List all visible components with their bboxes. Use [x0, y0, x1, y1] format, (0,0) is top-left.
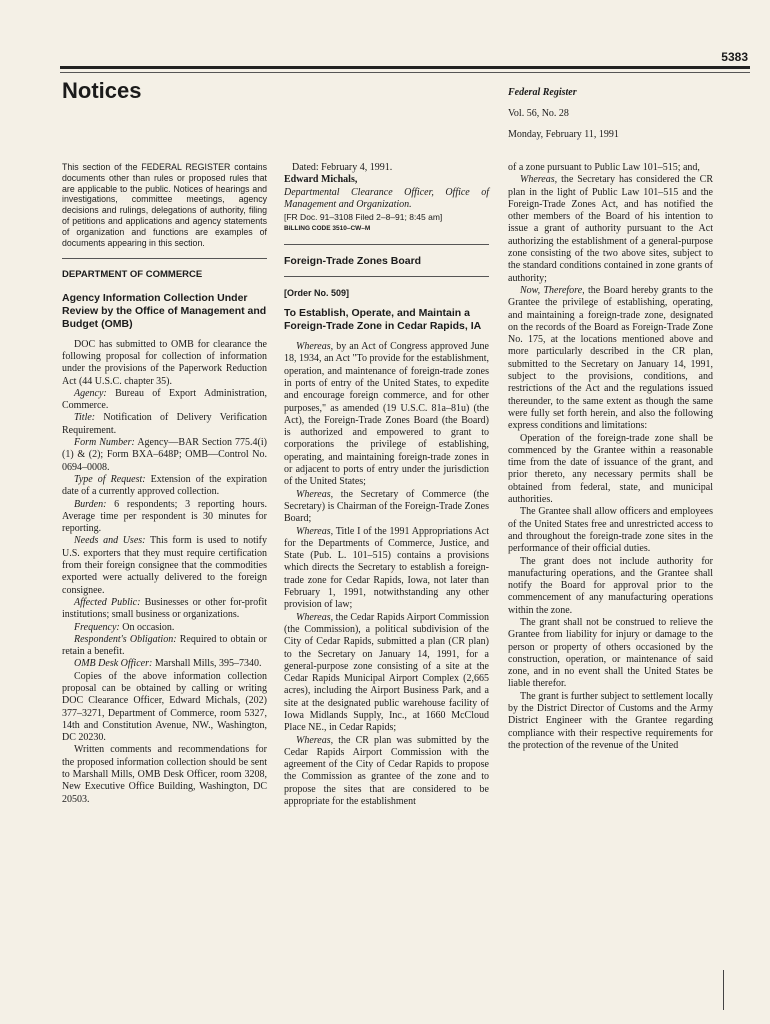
page-number: 5383 [721, 50, 748, 64]
whereas-text: the Secretary of Commerce (the Secretary) is Chairman of the Foreign-Trade Zones Board; [284, 488, 489, 525]
column-3 [508, 162, 713, 752]
column-2 [284, 162, 489, 808]
notice-heading: Agency Information Collection Under Review by the Office of Management and Budget (OMB) [62, 291, 267, 330]
field-value: On occasion. [119, 621, 175, 633]
publication-name: Federal Register [508, 87, 577, 98]
whereas-text: the CR plan was submitted by the Cedar Rapids Airport Commission with the agreement of the City of Cedar Rapids to propose the Commission as grantee of the zone and to propose the sites that are considered to be appropriate for the establishment [284, 734, 489, 808]
fr-doc-line: [FR Doc. 91–3108 Filed 2–8–91; 8:45 am] [284, 212, 443, 223]
whereas-text: the Secretary has considered the CR plan in the light of Public Law 101–515 and the Foreign-Trade Zones Act, and has notified the other members of the Board of his intention to issue a grant of authority pursuant to the Act authorizing the establishment of a general-purpose zone consisting of the two above sites, subject to the standard conditions contained in zone grants of authority; [508, 174, 713, 284]
billing-code: BILLING CODE 3510–CW–M [284, 225, 371, 233]
whereas-paragraph [284, 526, 489, 612]
whereas-label: Whereas, [296, 734, 334, 746]
paragraph: DOC has submitted to OMB for clearance the following proposal for collection of information under the provisions of the Paperwork Reduction Act (44 U.S.C. chapter 35). [62, 338, 267, 387]
burden-field [62, 499, 267, 536]
field-label: Burden: [74, 498, 107, 510]
paragraph: Copies of the above information collection proposal can be obtained by calling or writing DOC Clearance Officer, Edward Michals, (202) 377–3271, Department of Commerce, room 5327, 14th and Constitution Avenue, NW., Washington, DC 20230. [62, 670, 267, 744]
field-value: 6 respondents; 3 reporting hours. Average time per respondent is 30 minutes for reporting. [62, 498, 267, 535]
order-number: [Order No. 509] [284, 287, 350, 298]
whereas-paragraph [508, 174, 713, 285]
paragraph: The grant is further subject to settlement locally by the District Director of Customs and the Army District Engineer with the Grantee regarding compliance with their respective requirements for the protection of the revenue of the United [508, 690, 713, 751]
notice-subheading: To Establish, Operate, and Maintain a Foreign-Trade Zone in Cedar Rapids, IA [284, 307, 482, 333]
header-rule-thin [60, 72, 750, 73]
field-label: Respondent's Obligation: [74, 633, 177, 645]
margin-mark [723, 970, 724, 1010]
whereas-label: Whereas, [296, 525, 334, 537]
notice-heading: Foreign-Trade Zones Board [284, 254, 422, 267]
whereas-label: Whereas, [296, 341, 334, 353]
agency-field [62, 388, 267, 413]
whereas-paragraph [284, 612, 489, 735]
divider [284, 244, 489, 245]
paragraph: Operation of the foreign-trade zone shall be commenced by the Grantee within a reasonable time from the date of issuance of the grant, and prior thereto, any necessary permits shall be obtained from federal, state, and municipal authorities. [508, 432, 713, 506]
whereas-label: Whereas, [296, 488, 334, 500]
field-label: Agency: [74, 387, 107, 399]
field-label: Needs and Uses: [74, 535, 146, 547]
paragraph: Written comments and recommendations for the proposed information collection should be sent to Marshall Mills, OMB Desk Officer, room 3208, New Executive Office Building, Washington, DC 20503. [62, 744, 267, 805]
omb-officer-field [62, 658, 267, 670]
field-value: Required to obtain or retain a benefit. [62, 633, 267, 658]
field-value: Marshall Mills, 395–7340. [152, 658, 262, 670]
now-therefore-text: the Board hereby grants to the Grantee the privilege of establishing, operating, and maintaining a foreign-trade zone, designated on the records of the Board as Foreign-Trade Zone No. 175, at the locations mentioned above and more particularly described in the CR plan, submitted to the Secretary on January 14, 1991, subject to the provisions, conditions, and restrictions of the Act and the regulations issued thereunder, to the same extent as though the same were fully set forth herein, and also the following express conditions and limitations: [508, 284, 713, 432]
dated-line: Dated: February 4, 1991. [292, 162, 393, 173]
agency-name: DEPARTMENT OF COMMERCE [62, 269, 203, 281]
publication-info [508, 82, 619, 145]
paragraph: of a zone pursuant to Public Law 101–515; and, [508, 162, 700, 173]
whereas-text: by an Act of Congress approved June 18, 1934, an Act "To provide for the establishment, operation, and maintenance of foreign-trade zones in ports of entry of the United States, to expedite and encourage foreign commerce, and for other purposes," as amended (19 U.S.C. 81a–81u) (the Act), the Foreign-Trade Zones Board (the Board) is authorized and empowered to grant to corporations the privilege of establishing, operating, and maintaining foreign-trade zones in or adjacent to ports of entry under the jurisdiction of the United States; [284, 341, 489, 488]
frequency-field [62, 622, 267, 634]
public-field [62, 597, 267, 622]
field-label: Form Number: [74, 437, 135, 449]
field-value: Extension of the expiration date of a currently approved collection. [62, 473, 267, 498]
title-field [62, 412, 267, 437]
field-label: Frequency: [74, 621, 120, 633]
field-value: Agency—BAR Section 775.4(i) (1) & (2); Form BXA–648P; OMB—Control No. 0694–0008. [62, 437, 267, 473]
whereas-text: Title I of the 1991 Appropriations Act for the Departments of Commerce, Justice, and State (Pub. L. 101–515) contains a provisions which directs the Secretary to establish a foreign-trade zone for Cedar Rapids, Iowa, not later than February 1, 1991, notwithstanding any other provision of law; [284, 525, 489, 611]
field-label: Title: [74, 412, 96, 424]
paragraph: The Grantee shall allow officers and employees of the United States free and unrestricted access to and throughout the foreign-trade zone sites in the performance of their official duties. [508, 506, 713, 555]
paragraph: The grant shall not be construed to relieve the Grantee from liability for injury or damage to the person or property of others occasioned by the construction, operation, or maintenance of said zone, and in no event shall the United States be liable therefor. [508, 616, 713, 690]
field-label: Affected Public: [74, 596, 141, 608]
now-therefore-paragraph [508, 285, 713, 433]
field-value: Bureau of Export Administration, Commerce. [62, 387, 267, 412]
paragraph: The grant does not include authority for manufacturing operations, and the Grantee shall notify the Board for approval prior to the commencement of any manufacturing operations within the zone. [508, 555, 713, 616]
form-number-field [62, 437, 267, 474]
whereas-text: the Cedar Rapids Airport Commission (the Commission), a political subdivision of the City of Cedar Rapids, submitted a plan (CR plan) to the Secretary on January 14, 1991, for a general-purpose zone consisting of a site at the Cedar Rapids Municipal Airport Complex (2,665 acres), including the Airport Business Park, and a site at the designated public warehouse facility of Iowa Midlands Supply, Inc., at 1660 McCloud Place NE., in Cedar Rapids; [284, 611, 489, 734]
field-label: OMB Desk Officer: [74, 658, 153, 670]
needs-field [62, 535, 267, 596]
signer-title: Departmental Clearance Officer, Office of Management and Organization. [284, 186, 489, 210]
header-rule-thick [60, 66, 750, 69]
request-type-field [62, 474, 267, 499]
now-therefore-label: Now, Therefore, [520, 284, 585, 296]
field-value: Notification of Delivery Verification Requirement. [62, 412, 267, 436]
field-value: Businesses or other for-profit institutions; small business or organizations. [62, 596, 267, 621]
field-value: This form is used to notify U.S. exporters that they must require certification from their foreign consignee that the commodities exported were actually delivered to the foreign consignee. [62, 535, 267, 596]
section-intro: This section of the FEDERAL REGISTER contains documents other than rules or proposed rules that are applicable to the public. Notices of hearings and investigations, committee meetings, agency decisions and rulings, delegations of authority, filing of petitions and applications and agency statements of organization and functions are examples of documents appearing in this section. [62, 162, 267, 248]
section-title: Notices [62, 78, 142, 103]
whereas-paragraph [284, 735, 489, 809]
issue-date: Monday, February 11, 1991 [508, 129, 619, 140]
volume-number: Vol. 56, No. 28 [508, 108, 569, 119]
obligation-field [62, 634, 267, 659]
divider [284, 276, 489, 277]
whereas-paragraph [284, 489, 489, 526]
field-label: Type of Request: [74, 473, 146, 485]
signer-name: Edward Michals, [284, 174, 358, 186]
whereas-label: Whereas, [520, 174, 558, 186]
column-1 [62, 162, 267, 806]
whereas-label: Whereas, [296, 611, 334, 623]
whereas-paragraph [284, 341, 489, 489]
divider [62, 258, 267, 259]
